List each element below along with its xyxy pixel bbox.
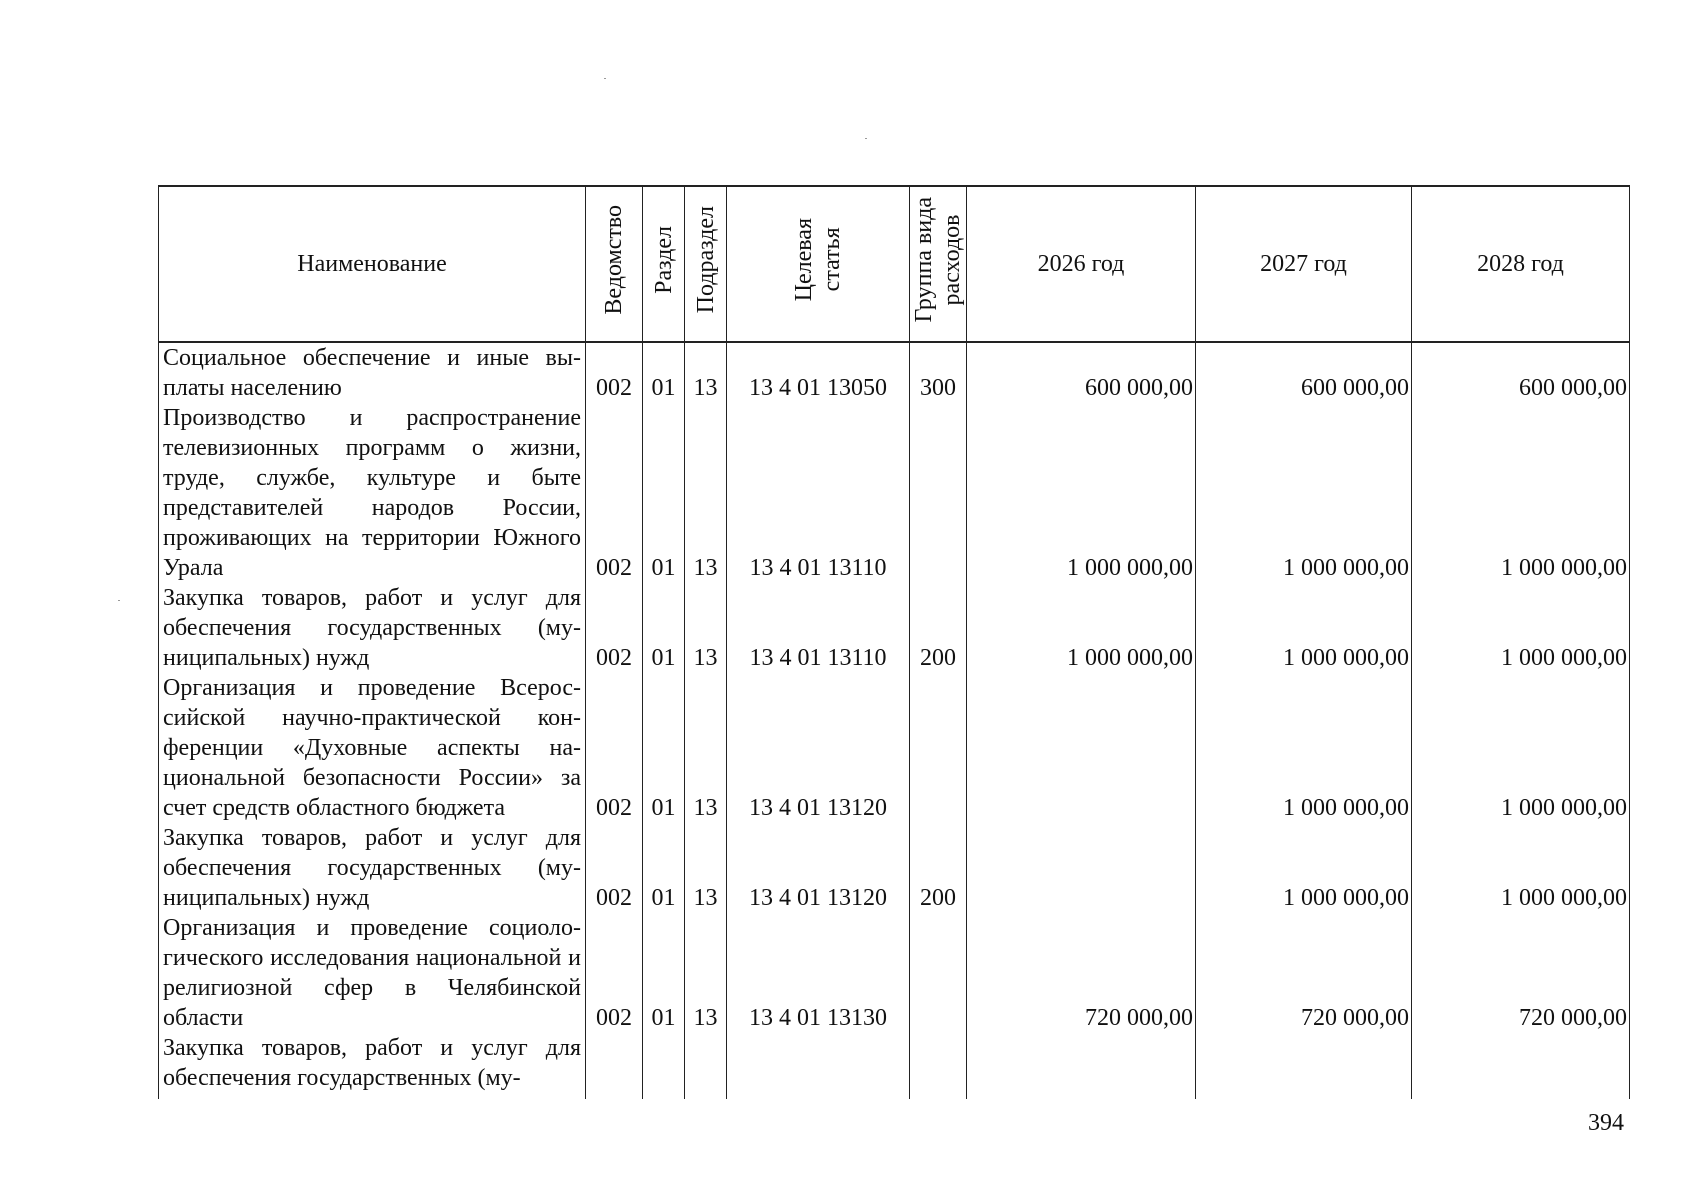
cell-year-2026 [967, 823, 1196, 913]
cell-department: 002 [586, 583, 643, 673]
table-row [159, 342, 1630, 403]
cell-year-2028: 1 000 000,00 [1412, 583, 1630, 673]
filler-cell [727, 1093, 910, 1099]
cell-section: 01 [643, 342, 685, 403]
cell-name: Социальное обеспечение и иные выплаты населению [159, 342, 586, 403]
filler-cell [910, 1093, 967, 1099]
filler-cell [1412, 1093, 1630, 1099]
cell-year-2028: 600 000,00 [1412, 342, 1630, 403]
cell-year-2028: 720 000,00 [1412, 913, 1630, 1033]
header-year-2028: 2028 год [1412, 186, 1630, 342]
cell-target-article: 13 4 01 13050 [727, 342, 910, 403]
cell-department: 002 [586, 913, 643, 1033]
cell-year-2028: 1 000 000,00 [1412, 673, 1630, 823]
filler-cell [1196, 1093, 1412, 1099]
cell-subsection: 13 [685, 403, 727, 583]
cell-year-2027: 720 000,00 [1196, 913, 1412, 1033]
cell-year-2027: 1 000 000,00 [1196, 583, 1412, 673]
cell-target-article: 13 4 01 13120 [727, 673, 910, 823]
cell-expense-group [910, 1033, 967, 1093]
filler-cell [643, 1093, 685, 1099]
cell-year-2028 [1412, 1033, 1630, 1093]
cell-department: 002 [586, 403, 643, 583]
cell-name: Организация и проведение социологического исследования национальной и религиозной сфер в Челябинской области [159, 913, 586, 1033]
cell-year-2027: 1 000 000,00 [1196, 403, 1412, 583]
cell-subsection: 13 [685, 673, 727, 823]
cell-department: 002 [586, 342, 643, 403]
table-row [159, 913, 1630, 1033]
filler-cell [586, 1093, 643, 1099]
table-row [159, 673, 1630, 823]
cell-section: 01 [643, 673, 685, 823]
cell-name: Организация и проведение Всероссийской научно-практической конференции «Духовные аспекты национальной безопасности России» за счет средств областного бюджета [159, 673, 586, 823]
cell-target-article: 13 4 01 13110 [727, 583, 910, 673]
header-year-2027: 2027 год [1196, 186, 1412, 342]
cell-subsection: 13 [685, 823, 727, 913]
cell-year-2027: 1 000 000,00 [1196, 673, 1412, 823]
filler-cell [967, 1093, 1196, 1099]
header-name: Наименование [159, 186, 586, 342]
header-section: Раздел [643, 186, 685, 342]
cell-name: Закупка товаров, работ и услуг для обеспечения государственных (муниципальных) нужд [159, 823, 586, 913]
cell-expense-group: 200 [910, 823, 967, 913]
cell-expense-group [910, 673, 967, 823]
cell-year-2028: 1 000 000,00 [1412, 823, 1630, 913]
header-target-article: Целевая статья [727, 186, 910, 342]
cell-expense-group [910, 913, 967, 1033]
cell-year-2027: 600 000,00 [1196, 342, 1412, 403]
filler-cell [685, 1093, 727, 1099]
cell-subsection [685, 1033, 727, 1093]
cell-department: 002 [586, 823, 643, 913]
cell-year-2026 [967, 673, 1196, 823]
cell-year-2026 [967, 1033, 1196, 1093]
table-row [159, 583, 1630, 673]
cell-expense-group: 300 [910, 342, 967, 403]
cell-year-2026: 1 000 000,00 [967, 583, 1196, 673]
cell-year-2027: 1 000 000,00 [1196, 823, 1412, 913]
cell-name: Производство и распространение телевизионных программ о жизни, труде, службе, культуре и быте представителей народов России, проживающих на территории Южного Урала [159, 403, 586, 583]
table-row [159, 1033, 1630, 1093]
cell-target-article [727, 1033, 910, 1093]
cell-section: 01 [643, 583, 685, 673]
table-filler-row [159, 1093, 1630, 1099]
cell-year-2028: 1 000 000,00 [1412, 403, 1630, 583]
table-row [159, 823, 1630, 913]
cell-subsection: 13 [685, 583, 727, 673]
cell-subsection: 13 [685, 913, 727, 1033]
page-number: 394 [1588, 1110, 1624, 1136]
budget-table [158, 185, 1630, 1099]
cell-department [586, 1033, 643, 1093]
cell-year-2026: 720 000,00 [967, 913, 1196, 1033]
header-department: Ведомство [586, 186, 643, 342]
header-expense-group: Группа вида расходов [910, 186, 967, 342]
cell-year-2027 [1196, 1033, 1412, 1093]
cell-name: Закупка товаров, работ и услуг для обеспечения государственных (муниципальных) нужд [159, 583, 586, 673]
cell-section: 01 [643, 403, 685, 583]
cell-section [643, 1033, 685, 1093]
cell-year-2026: 600 000,00 [967, 342, 1196, 403]
cell-expense-group: 200 [910, 583, 967, 673]
cell-target-article: 13 4 01 13110 [727, 403, 910, 583]
cell-target-article: 13 4 01 13120 [727, 823, 910, 913]
cell-section: 01 [643, 913, 685, 1033]
table-row [159, 403, 1630, 583]
filler-cell [159, 1093, 586, 1099]
header-year-2026: 2026 год [967, 186, 1196, 342]
cell-name: Закупка товаров, работ и услуг для обеспечения государственных (му- [159, 1033, 586, 1093]
cell-year-2026: 1 000 000,00 [967, 403, 1196, 583]
cell-expense-group [910, 403, 967, 583]
cell-department: 002 [586, 673, 643, 823]
table-header-row [159, 186, 1630, 342]
cell-subsection: 13 [685, 342, 727, 403]
cell-target-article: 13 4 01 13130 [727, 913, 910, 1033]
header-subsection: Подраздел [685, 186, 727, 342]
cell-section: 01 [643, 823, 685, 913]
